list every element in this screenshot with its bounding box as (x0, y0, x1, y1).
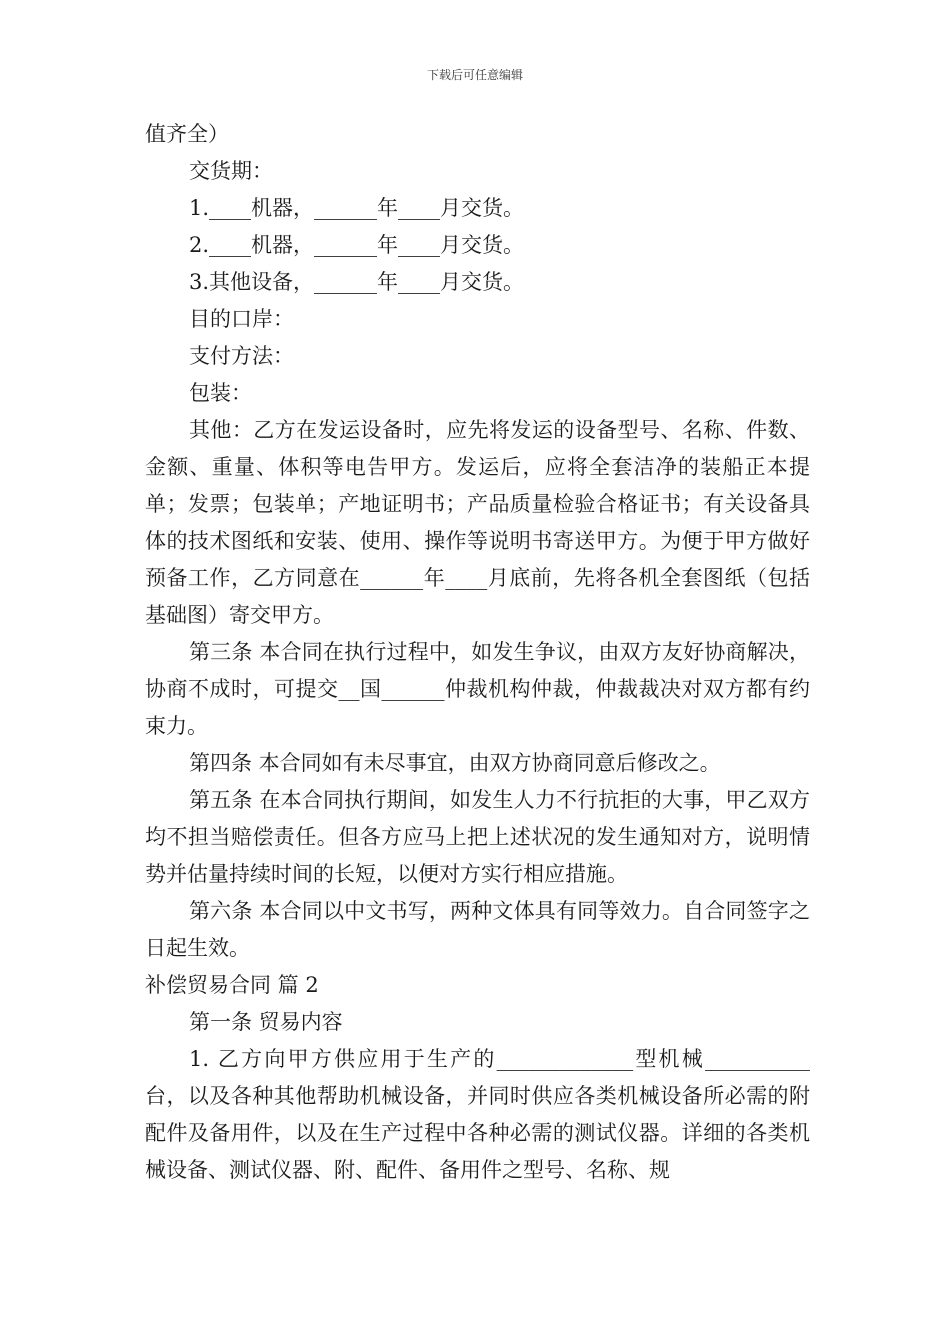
paragraph-article-3: 第三条 本合同在执行过程中，如发生争议，由双方友好协商解决，协商不成时，可提交__国______仲裁机构仲裁，仲裁裁决对双方都有约束力。 (145, 640, 810, 738)
paragraph-continuation: 值齐全） (145, 122, 229, 146)
paragraph-other-terms: 其他：乙方在发运设备时，应先将发运的设备型号、名称、件数、金额、重量、体积等电告甲方。发运后，应将全套洁净的装船正本提单；发票；包装单；产地证明书；产品质量检验合格证书；有关设备具体的技术图纸和安装、使用、操作等说明书寄送甲方。为便于甲方做好预备工作，乙方同意在______年____月底前，先将各机全套图纸（包括基础图）寄交甲方。 (145, 418, 810, 627)
paragraph-delivery-period: 交货期： (189, 159, 273, 183)
paragraph-article-6: 第六条 本合同以中文书写，两种文体具有同等效力。自合同签字之日起生效。 (145, 899, 810, 960)
document-body (145, 116, 810, 1189)
paragraph-article-1-item-1: 1. 乙方向甲方供应用于生产的_____________型机械__________台，以及各种其他帮助机械设备，并同时供应各类机械设备所必需的附配件及备用件，以及在生产过程中各种必需的测试仪器。详细的各类机械设备、测试仪器、附、配件、备用件之型号、名称、规 (145, 1047, 810, 1182)
page-header: 下载后可任意编辑 (426, 68, 523, 82)
paragraph-article-4: 第四条 本合同如有未尽事宜，由双方协商同意后修改之。 (189, 751, 721, 775)
paragraph-packaging: 包装： (189, 381, 252, 405)
paragraph-delivery-item-3: 3.其他设备，______年____月交货。 (189, 270, 525, 294)
section-title: 补偿贸易合同 篇 2 (145, 973, 319, 997)
paragraph-article-5: 第五条 在本合同执行期间，如发生人力不行抗拒的大事，甲乙双方均不担当赔偿责任。但各方应马上把上述状况的发生通知对方，说明情势并估量持续时间的长短，以便对方实行相应措施。 (145, 788, 810, 886)
paragraph-article-1-title: 第一条 贸易内容 (189, 1010, 343, 1034)
paragraph-payment-method: 支付方法： (189, 344, 294, 368)
paragraph-destination-port: 目的口岸： (189, 307, 294, 331)
paragraph-delivery-item-1: 1.____机器，______年____月交货。 (189, 196, 525, 220)
paragraph-delivery-item-2: 2.____机器，______年____月交货。 (189, 233, 525, 257)
